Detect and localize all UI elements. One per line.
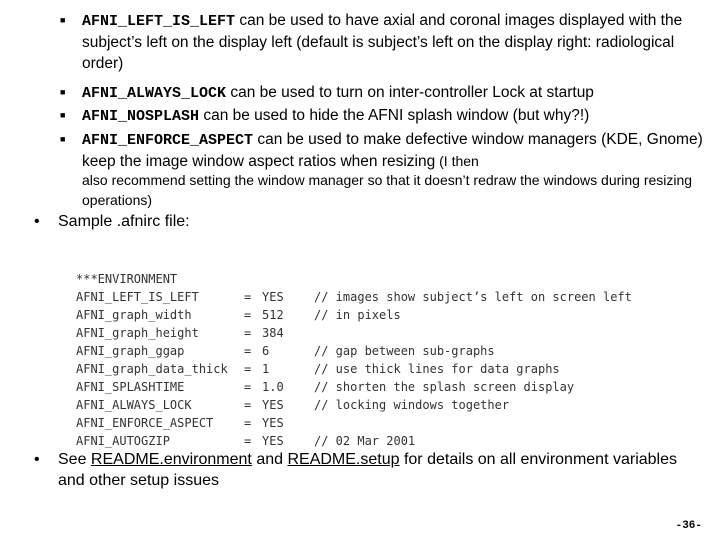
code-row — [76, 288, 632, 306]
code-value: 512 — [262, 308, 284, 322]
code-value: YES — [262, 290, 284, 304]
code-comment: // 02 Mar 2001 — [314, 434, 416, 448]
code-comment: // images show subject’s left on screen left — [314, 290, 632, 304]
code-value: YES — [262, 434, 284, 448]
code-equals: = — [244, 344, 252, 358]
code-row — [76, 378, 632, 396]
square-bullet-icon: ■ — [60, 15, 66, 25]
env-var-name: AFNI_ENFORCE_ASPECT — [82, 132, 254, 149]
code-key: AFNI_ALWAYS_LOCK — [76, 398, 192, 412]
bullet-text: Sample .afnirc file: — [58, 213, 190, 230]
code-equals: = — [244, 398, 252, 412]
code-key: AFNI_graph_width — [76, 308, 192, 322]
code-value: 6 — [262, 344, 270, 358]
square-bullet-icon: ■ — [60, 110, 66, 120]
square-bullet-icon: ■ — [60, 134, 66, 144]
code-equals: = — [244, 308, 252, 322]
code-rows — [76, 288, 632, 450]
afnirc-code-block — [76, 270, 632, 450]
code-key: AFNI_LEFT_IS_LEFT — [76, 290, 199, 304]
env-var-description: can be used to make defective window managers (KDE, Gnome) keep the image window aspect ratios when resizing — [82, 131, 703, 170]
bullet-dot-icon: • — [34, 451, 40, 468]
code-row — [76, 360, 632, 378]
see-prefix: See — [58, 451, 91, 468]
code-equals: = — [244, 290, 252, 304]
code-comment: // use thick lines for data graphs — [314, 362, 560, 376]
code-row — [76, 432, 632, 450]
env-var-name: AFNI_NOSPLASH — [82, 108, 200, 125]
code-value: YES — [262, 416, 284, 430]
code-row — [76, 414, 632, 432]
bullet-dot-icon: • — [34, 213, 40, 230]
code-comment: // gap between sub-graphs — [314, 344, 495, 358]
code-key: AFNI_graph_ggap — [76, 344, 185, 358]
code-equals: = — [244, 326, 252, 340]
readme-environment-link[interactable]: README.environment — [90, 451, 252, 468]
code-equals: = — [244, 416, 252, 430]
code-equals: = — [244, 362, 252, 376]
code-key: AFNI_ENFORCE_ASPECT — [76, 416, 214, 430]
env-var-name: AFNI_ALWAYS_LOCK — [82, 85, 227, 102]
code-key: AFNI_graph_data_thick — [76, 362, 228, 376]
code-equals: = — [244, 434, 252, 448]
sub-bullet-always-lock — [60, 82, 710, 103]
sub-bullet-enforce-aspect — [60, 129, 710, 173]
see-middle: and — [251, 451, 288, 468]
code-comment: // locking windows together — [314, 398, 510, 412]
page-number: -36- — [675, 520, 702, 532]
code-key: AFNI_AUTOGZIP — [76, 434, 170, 448]
env-var-description: can be used to have axial and coronal images displayed with the subject’s left on the display left (default is subject’s left on the display right: radiological order) — [82, 12, 683, 72]
code-value: 1.0 — [262, 380, 284, 394]
code-equals: = — [244, 380, 252, 394]
code-key: AFNI_SPLASHTIME — [76, 380, 185, 394]
code-row — [76, 342, 632, 360]
sub-bullet-nosplash — [60, 105, 710, 126]
code-value: YES — [262, 398, 284, 412]
code-header: ***ENVIRONMENT — [76, 272, 178, 286]
code-row — [76, 324, 632, 342]
env-var-description: can be used to hide the AFNI splash window (but why?!) — [199, 107, 590, 124]
code-key: AFNI_graph_height — [76, 326, 199, 340]
code-row — [76, 306, 632, 324]
readme-setup-link[interactable]: README.setup — [287, 451, 400, 468]
sub-bullet-left-is-left — [60, 10, 710, 76]
env-var-name: AFNI_LEFT_IS_LEFT — [82, 13, 236, 30]
code-row — [76, 396, 632, 414]
note-text-start: (I then — [435, 153, 479, 169]
code-value: 384 — [262, 326, 284, 340]
code-value: 1 — [262, 362, 270, 376]
env-var-description: can be used to turn on inter-controller Lock at startup — [226, 84, 594, 101]
code-comment: // in pixels — [314, 308, 401, 322]
see-suffix: for details on all environment variables and other setup issues — [58, 451, 677, 489]
note-text-continued: also recommend setting the window manager so that it doesn’t redraw the windows during resizing operations) — [82, 172, 693, 208]
square-bullet-icon: ■ — [60, 87, 66, 97]
code-comment: // shorten the splash screen display — [314, 380, 575, 394]
